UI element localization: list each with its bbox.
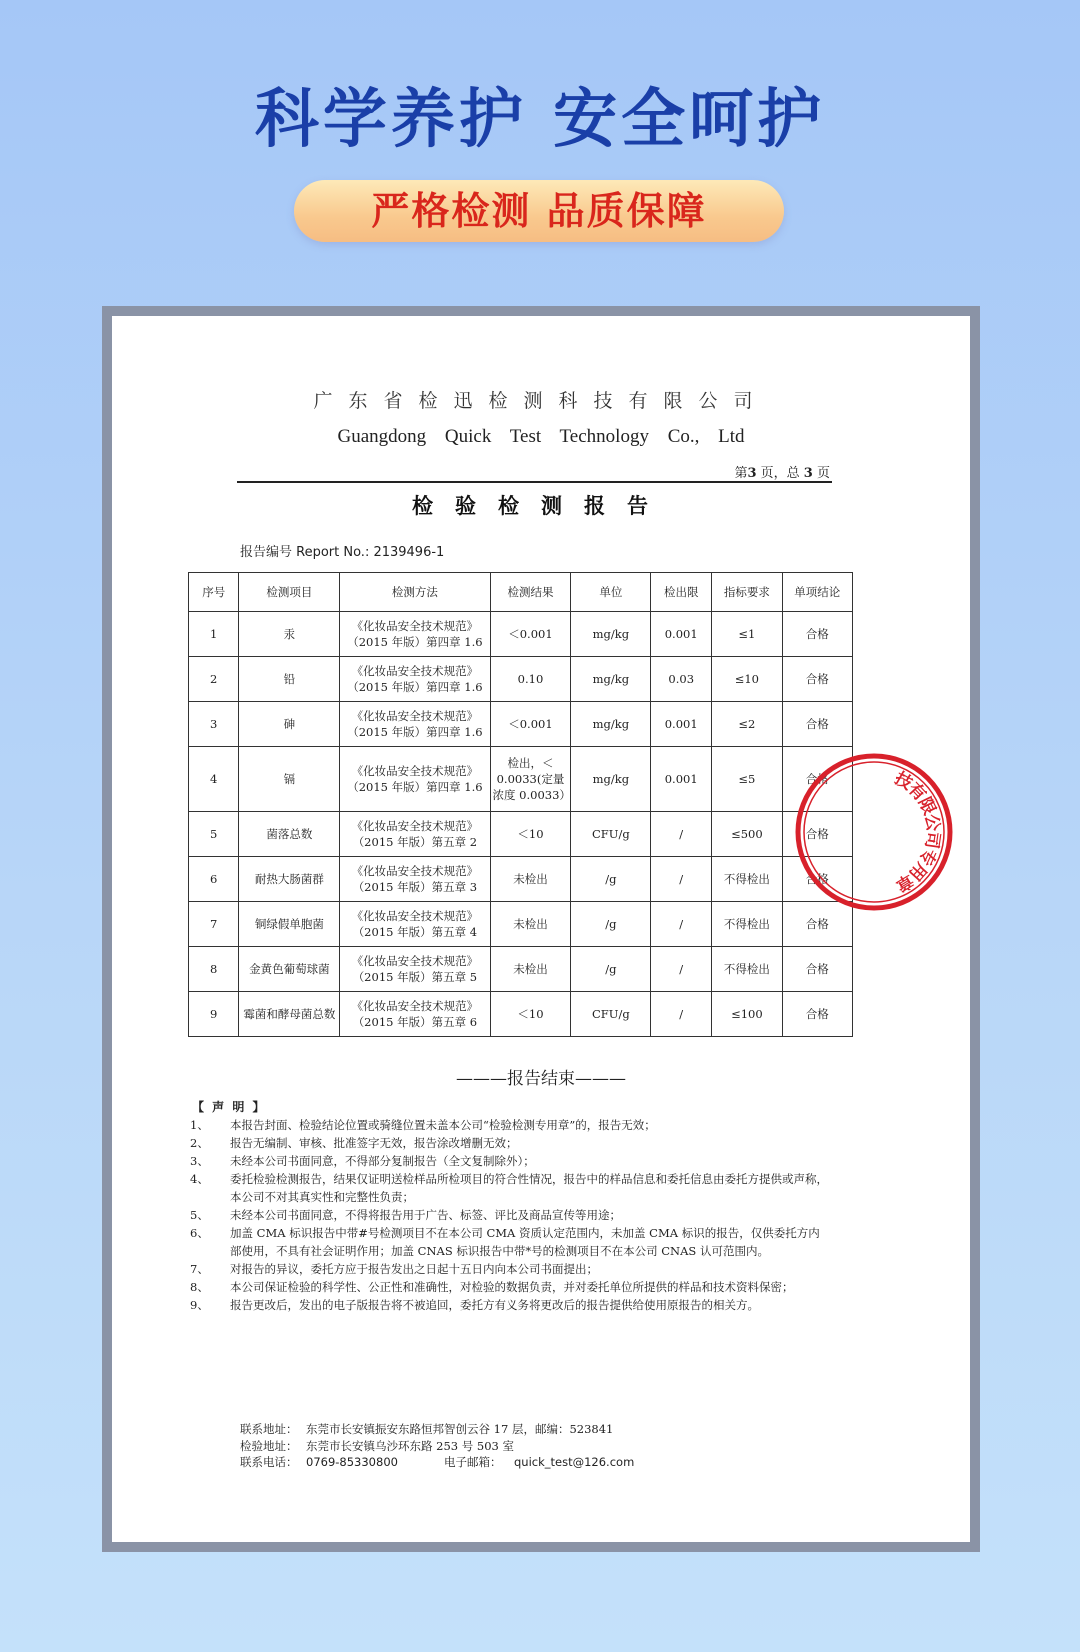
company-name-cn: 广东省检迅检测科技有限公司: [313, 390, 769, 412]
cell-conclusion: 合格: [782, 747, 852, 812]
statement-text: 报告更改后，发出的电子版报告将不被追回，委托方有义务将更改后的报告提供给使用原报告的相关方。: [230, 1298, 759, 1312]
cell-requirement: ≤5: [712, 747, 782, 812]
method-line: 《化妆品安全技术规范》: [351, 864, 479, 878]
col-header: 检测结果: [490, 573, 571, 612]
page-prefix: 第: [734, 466, 748, 481]
method-line: 《化妆品安全技术规范》: [351, 819, 479, 833]
cell-unit: mg/kg: [571, 657, 651, 702]
cell-item: 铜绿假单胞菌: [239, 902, 340, 947]
page-middle: 页，总: [760, 466, 800, 481]
lab-address: 东莞市长安镇乌沙环东路 253 号 503 室: [306, 1438, 515, 1453]
report-paper: [112, 316, 970, 1542]
cell-requirement: 不得检出: [712, 947, 782, 992]
report-end-line: ———报告结束———: [456, 1069, 626, 1089]
cell-no: 7: [189, 902, 239, 947]
cell-unit: mg/kg: [571, 612, 651, 657]
table-row: [189, 747, 853, 812]
cell-conclusion: 合格: [782, 857, 852, 902]
col-header: 检测方法: [340, 573, 490, 612]
seal-char: 司: [920, 830, 943, 850]
seal-char: 有: [903, 779, 930, 806]
statement-item: [190, 1152, 830, 1170]
method-line: 《化妆品安全技术规范》: [351, 664, 479, 678]
company-name-en: Guangdong Quick Test Technology Co., Ltd: [337, 426, 745, 447]
cell-no: 2: [189, 657, 239, 702]
method-line: 《化妆品安全技术规范》: [351, 709, 479, 723]
method-line: （2015 年版）第五章 6: [352, 1015, 478, 1029]
cell-conclusion: 合格: [782, 947, 852, 992]
statement-text: 本公司保证检验的科学性、公正性和准确性，对检验的数据负责，并对委托单位所提供的样品和技术资料保密；: [230, 1280, 794, 1294]
cell-requirement: ≤500: [712, 812, 782, 857]
cell-result: 检出，＜ 0.0033(定量浓度 0.0033）: [490, 747, 571, 812]
statement-heading: 【 声 明 】: [192, 1100, 267, 1114]
statement-number: 2、: [190, 1136, 209, 1150]
col-header: 检出限: [651, 573, 712, 612]
col-header: 指标要求: [712, 573, 782, 612]
cell-limit: /: [651, 947, 712, 992]
method-line: （2015 年版）第五章 4: [352, 925, 478, 939]
table-row: [189, 857, 853, 902]
cell-requirement: ≤100: [712, 992, 782, 1037]
cell-method: [340, 657, 490, 702]
statement-text: 委托检验检测报告，结果仅证明送检样品所检项目的符合性情况，报告中的样品信息和委托信息由委托方提供或声称，本公司不对其真实性和完整性负责；: [230, 1172, 828, 1204]
statement-item: [190, 1224, 830, 1260]
cell-method: [340, 857, 490, 902]
statement-text: 未经本公司书面同意，不得部分复制报告（全文复制除外）；: [230, 1154, 535, 1168]
cell-result: ＜10: [490, 992, 571, 1037]
cell-result: 未检出: [490, 902, 571, 947]
method-line: （2015 年版）第五章 2: [352, 835, 478, 849]
seal-char: 用: [904, 858, 931, 885]
cell-item: 汞: [239, 612, 340, 657]
method-line: 《化妆品安全技术规范》: [351, 954, 479, 968]
col-header: 单项结论: [782, 573, 852, 612]
cell-limit: 0.001: [651, 612, 712, 657]
cell-conclusion: 合格: [782, 702, 852, 747]
cell-no: 9: [189, 992, 239, 1037]
table-row: [189, 702, 853, 747]
col-header: 序号: [189, 573, 239, 612]
statement-item: [190, 1116, 830, 1134]
method-line: （2015 年版）第五章 5: [352, 970, 478, 984]
statement-text: 加盖 CMA 标识报告中带#号检测项目不在本公司 CMA 资质认定范围内，未加盖 CMA 标识的报告，仅供委托方内部使用，不具有社会证明作用；加盖 CNAS 标识报告中带*号的检测项目不在本公司 CNAS 认可范围内。: [230, 1226, 820, 1258]
cell-unit: /g: [571, 947, 651, 992]
statement-text: 对报告的异议，委托方应于报告发出之日起十五日内向本公司书面提出；: [230, 1262, 598, 1276]
statement-item: [190, 1206, 830, 1224]
cell-unit: mg/kg: [571, 702, 651, 747]
phone-value: 0769-85330800: [306, 1455, 398, 1469]
statement-number: 3、: [190, 1154, 209, 1168]
cell-result: 未检出: [490, 857, 571, 902]
email-value: quick_test@126.com: [514, 1455, 635, 1469]
cell-conclusion: 合格: [782, 812, 852, 857]
statement-text: 报告无编制、审核、批准签字无效，报告涂改增删无效；: [230, 1136, 518, 1150]
phone-label: 联系电话：: [240, 1455, 298, 1469]
cell-no: 1: [189, 612, 239, 657]
cell-item: 铅: [239, 657, 340, 702]
method-line: （2015 年版）第五章 3: [352, 880, 478, 894]
cell-result: 0.10: [490, 657, 571, 702]
cell-requirement: ≤1: [712, 612, 782, 657]
cell-item: 砷: [239, 702, 340, 747]
cell-item: 耐热大肠菌群: [239, 857, 340, 902]
statement-list: [190, 1116, 830, 1314]
statement-item: [190, 1170, 830, 1206]
table-row: [189, 812, 853, 857]
method-line: 《化妆品安全技术规范》: [351, 909, 479, 923]
col-header: 单位: [571, 573, 651, 612]
table-row: [189, 992, 853, 1037]
table-row: [189, 947, 853, 992]
page-suffix: 页: [816, 466, 830, 481]
cell-unit: CFU/g: [571, 992, 651, 1037]
statement-number: 8、: [190, 1280, 209, 1294]
cell-method: [340, 812, 490, 857]
contact-block: [240, 1421, 634, 1471]
cell-limit: /: [651, 902, 712, 947]
cell-item: 霉菌和酵母菌总数: [239, 992, 340, 1037]
method-line: （2015 年版）第四章 1.6: [347, 680, 483, 694]
method-line: （2015 年版）第四章 1.6: [347, 725, 483, 739]
cell-item: 菌落总数: [239, 812, 340, 857]
cell-limit: 0.03: [651, 657, 712, 702]
company-seal-icon: [890, 752, 956, 912]
table-header-row: [189, 573, 853, 612]
statement-text: 本报告封面、检验结论位置或骑缝位置未盖本公司“检验检测专用章”的，报告无效；: [230, 1118, 656, 1132]
cell-limit: /: [651, 992, 712, 1037]
cell-unit: /g: [571, 902, 651, 947]
lab-address-label: 检验地址：: [240, 1438, 298, 1453]
cell-unit: CFU/g: [571, 812, 651, 857]
table-row: [189, 612, 853, 657]
cell-method: [340, 612, 490, 657]
method-line: （2015 年版）第四章 1.6: [347, 780, 483, 794]
quality-pill: 严格检测 品质保障: [294, 180, 784, 242]
statement-text: 未经本公司书面同意，不得将报告用于广告、标签、评比及商品宣传等用途；: [230, 1208, 621, 1222]
cell-conclusion: 合格: [782, 902, 852, 947]
cell-limit: 0.001: [651, 747, 712, 812]
cell-limit: /: [651, 857, 712, 902]
cell-conclusion: 合格: [782, 657, 852, 702]
email-label: 电子邮箱：: [444, 1455, 502, 1469]
cell-conclusion: 合格: [782, 612, 852, 657]
page-number: [734, 462, 830, 481]
page-total: 3: [803, 466, 813, 481]
cell-result: ＜10: [490, 812, 571, 857]
method-line: 《化妆品安全技术规范》: [351, 764, 479, 778]
page-current: 3: [747, 466, 757, 481]
cell-method: [340, 992, 490, 1037]
cell-unit: mg/kg: [571, 747, 651, 812]
cell-limit: 0.001: [651, 702, 712, 747]
cell-no: 6: [189, 857, 239, 902]
cell-no: 8: [189, 947, 239, 992]
cell-conclusion: 合格: [782, 992, 852, 1037]
cell-item: 金黄色葡萄球菌: [239, 947, 340, 992]
statement-item: [190, 1134, 830, 1152]
contact-address-label: 联系地址：: [240, 1422, 298, 1436]
statement-item: [190, 1278, 830, 1296]
seal-char: 限: [913, 794, 940, 819]
statement-item: [190, 1260, 830, 1278]
cell-method: [340, 947, 490, 992]
cell-method: [340, 702, 490, 747]
cell-result: ＜0.001: [490, 702, 571, 747]
seal-char: 专: [914, 844, 940, 869]
seal-char: 章: [891, 869, 917, 896]
cell-no: 5: [189, 812, 239, 857]
statement-number: 4、: [190, 1172, 209, 1186]
cell-requirement: ≤2: [712, 702, 782, 747]
report-title: 检验检测报告: [412, 493, 670, 518]
cell-limit: /: [651, 812, 712, 857]
headline: 科学养护 安全呵护: [254, 83, 826, 157]
statement-number: 5、: [190, 1208, 209, 1222]
cell-requirement: 不得检出: [712, 857, 782, 902]
cell-no: 3: [189, 702, 239, 747]
results-table: [188, 572, 853, 1037]
cell-result: ＜0.001: [490, 612, 571, 657]
seal-char: 技: [890, 768, 916, 795]
report-number: 报告编号 Report No.: 2139496-1: [240, 545, 445, 560]
cell-unit: /g: [571, 857, 651, 902]
statement-item: [190, 1296, 830, 1314]
cell-method: [340, 747, 490, 812]
cell-requirement: ≤10: [712, 657, 782, 702]
method-line: 《化妆品安全技术规范》: [351, 999, 479, 1013]
header-rule: [237, 481, 832, 483]
method-line: （2015 年版）第四章 1.6: [347, 635, 483, 649]
statement-number: 9、: [190, 1298, 209, 1312]
statement-number: 7、: [190, 1262, 209, 1276]
table-row: [189, 902, 853, 947]
cell-item: 镉: [239, 747, 340, 812]
seal-char: 公: [920, 812, 944, 833]
method-line: 《化妆品安全技术规范》: [351, 619, 479, 633]
contact-address: 东莞市长安镇振安东路恒邦智创云谷 17 层，邮编：523841: [306, 1422, 614, 1436]
cell-no: 4: [189, 747, 239, 812]
table-row: [189, 657, 853, 702]
statement-number: 6、: [190, 1226, 209, 1240]
cell-requirement: 不得检出: [712, 902, 782, 947]
cell-result: 未检出: [490, 947, 571, 992]
cell-method: [340, 902, 490, 947]
col-header: 检测项目: [239, 573, 340, 612]
statement-number: 1、: [190, 1118, 209, 1132]
